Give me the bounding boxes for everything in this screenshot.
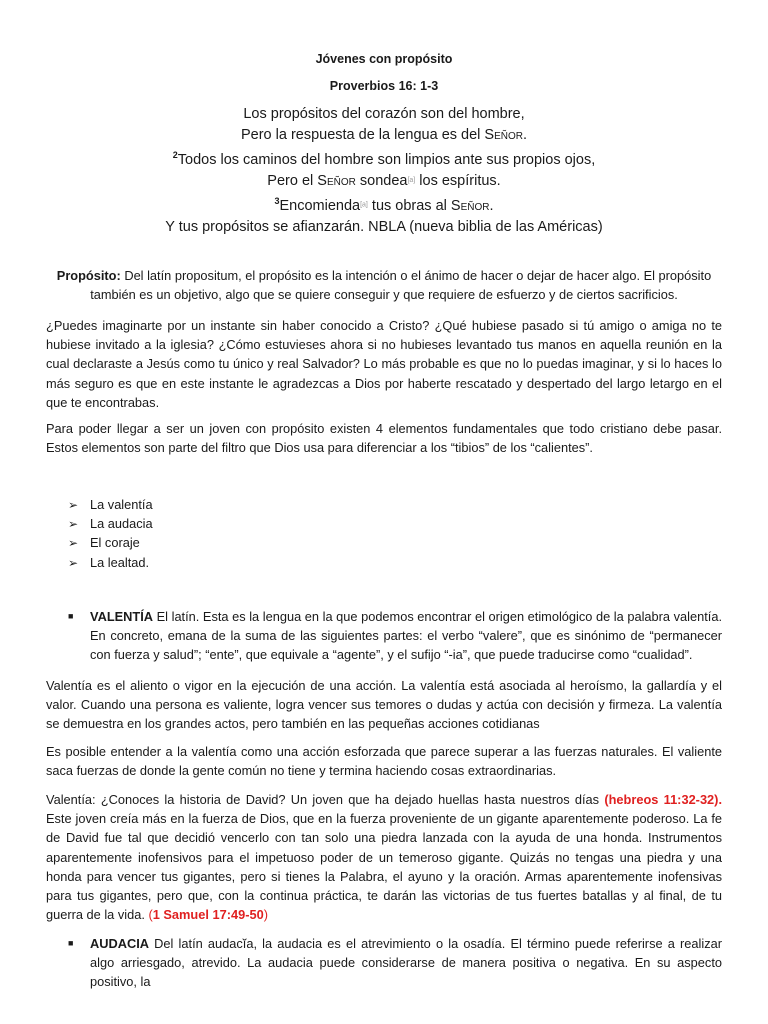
square-bullet-icon: ■ bbox=[68, 611, 74, 621]
paragraph-elements: Para poder llegar a ser un joven con propósito existen 4 elementos fundamentales que todo cristiano debe pasar. Estos elementos son parte del filtro que Dios usa para diferenciar a los “tibios” de los “calientes”. bbox=[46, 421, 722, 456]
document-subtitle: Proverbios 16: 1-3 bbox=[329, 79, 439, 93]
list-item: ➢ La valentía bbox=[68, 495, 153, 514]
paragraph-valentia-2: Es posible entender a la valentía como una acción esforzada que parece superar a las fuerzas naturales. El valiente saca fuerzas de donde la gente común no tiene y termina haciendo cosas extraordinarias. bbox=[46, 744, 722, 779]
paragraph-valentia-1: Valentía es el aliento o vigor en la ejecución de una acción. La valentía está asociada al heroísmo, la gallardía y el valor. Cuando una persona es valiente, logra vencer sus temores o dudas y actúa con decisión y firmeza. La valentía se demuestra en los grandes actos, pero también en las pequeñas acciones cotidianas bbox=[46, 678, 722, 732]
verse-number-2: 2 bbox=[172, 150, 178, 161]
arrow-bullet-icon: ➢ bbox=[68, 555, 79, 570]
verse-number-3: 3 bbox=[274, 196, 280, 207]
bible-reference: 1 Samuel 17:49-50 bbox=[152, 907, 264, 923]
valentia-definition: VALENTÍA El latín. Esta es la lengua en la que podemos encontrar el origen etimológico de la palabra valentía. En concreto, emana de la suma de las siguientes partes: el verbo “valere”, que es sinónimo de “permanecer con fuerza y salud”; “ente”, que equivale a “agente”, y el sufijo “-ia”, que puede traducirse como “cualidad”. bbox=[90, 609, 722, 663]
paragraph-intro: ¿Puedes imaginarte por un instante sin haber conocido a Cristo? ¿Qué hubiese pasado si tú amigo o amiga no te hubiese invitado a la iglesia? ¿Cómo estuvieses ahora si no hubieses levantado tus manos en aquella reunión en la cual declaraste a Jesús como tu único y real Salvador? Lo más probable es que no lo puedas imaginar, y si lo haces lo más seguro es que en este instante le agradezcas a Dios por haberte rescatado y despertado del largo letargo en el que te encontrabas. bbox=[46, 318, 722, 410]
paragraph-david: Valentía: ¿Conoces la historia de David? Un joven que ha dejado huellas hasta nuestros días (hebreos 11:32-32). Este joven creía más en la fuerza de Dios, que en la fuerza proveniente de un gigante aparentemente poderoso. La fe de David fue tal que decidió vencerlo con tan solo una piedra lanzada con la ayuda de una honda. Instrumentos aparentemente inofensivos para el impetuoso poder de un temeroso gigante. Quizás no tengas una piedra y una honda para vencer tus gigantes, pero si tienes la Palabra, el ayuno y la oración. Armas aparentemente inofensivas para tus gigantes, pero que, con la continua práctica, te darán las victorias de tus fuertes batallas y al final, de tu guerra de la vida. (1 Samuel 17:49-50) bbox=[46, 792, 722, 923]
verse-line-3: $^2$Todos los caminos del hombre son limpios ante sus propios ojos, bbox=[172, 150, 596, 169]
verse-line-6: Y tus propósitos se afianzarán. NBLA (nueva biblia de las Américas) bbox=[165, 218, 603, 235]
verse-line-4: Pero el Señor sondea[a] los espíritus. bbox=[267, 172, 501, 189]
elements-list bbox=[68, 495, 153, 572]
list-item: ➢ La lealtad. bbox=[68, 553, 153, 572]
verse-line-1: Los propósitos del corazón son del hombre, bbox=[243, 106, 525, 122]
list-item: ➢ El coraje bbox=[68, 533, 153, 552]
arrow-bullet-icon: ➢ bbox=[68, 498, 79, 512]
bible-verse-block bbox=[0, 104, 768, 237]
verse-line-2: Pero la respuesta de la lengua es del Señor. bbox=[240, 126, 528, 143]
arrow-bullet-icon: ➢ bbox=[68, 536, 79, 551]
arrow-bullet-icon: ➢ bbox=[68, 517, 79, 532]
audacia-definition: AUDACIA Del latín audacĭa, la audacia es el atrevimiento o la osadía. El término puede referirse a realizar algo arriesgado, atrevido. La audacia puede considerarse de manera positiva o negativa. En su aspecto positivo, la bbox=[90, 936, 722, 990]
footnote-marker[interactable]: [a] bbox=[407, 176, 416, 184]
verse-line-5: $^3$Encomienda[a] tus obras al Señor. bbox=[274, 196, 494, 215]
proposito-definition: Propósito: Del latín propositum, el propósito es la intención o el ánimo de hacer o dejar de hacer algo. El propósito también es un objetivo, algo que se quiere conseguir y que requiere de esfuerzo y de ciertos sacrificios. bbox=[56, 268, 712, 303]
document-title: Jóvenes con propósito bbox=[315, 52, 453, 66]
bible-reference: (hebreos 11:32-32). bbox=[604, 792, 722, 807]
list-item: ➢ La audacia bbox=[68, 514, 153, 533]
square-bullet-icon: ■ bbox=[68, 938, 74, 948]
footnote-marker[interactable]: [a] bbox=[360, 202, 368, 210]
